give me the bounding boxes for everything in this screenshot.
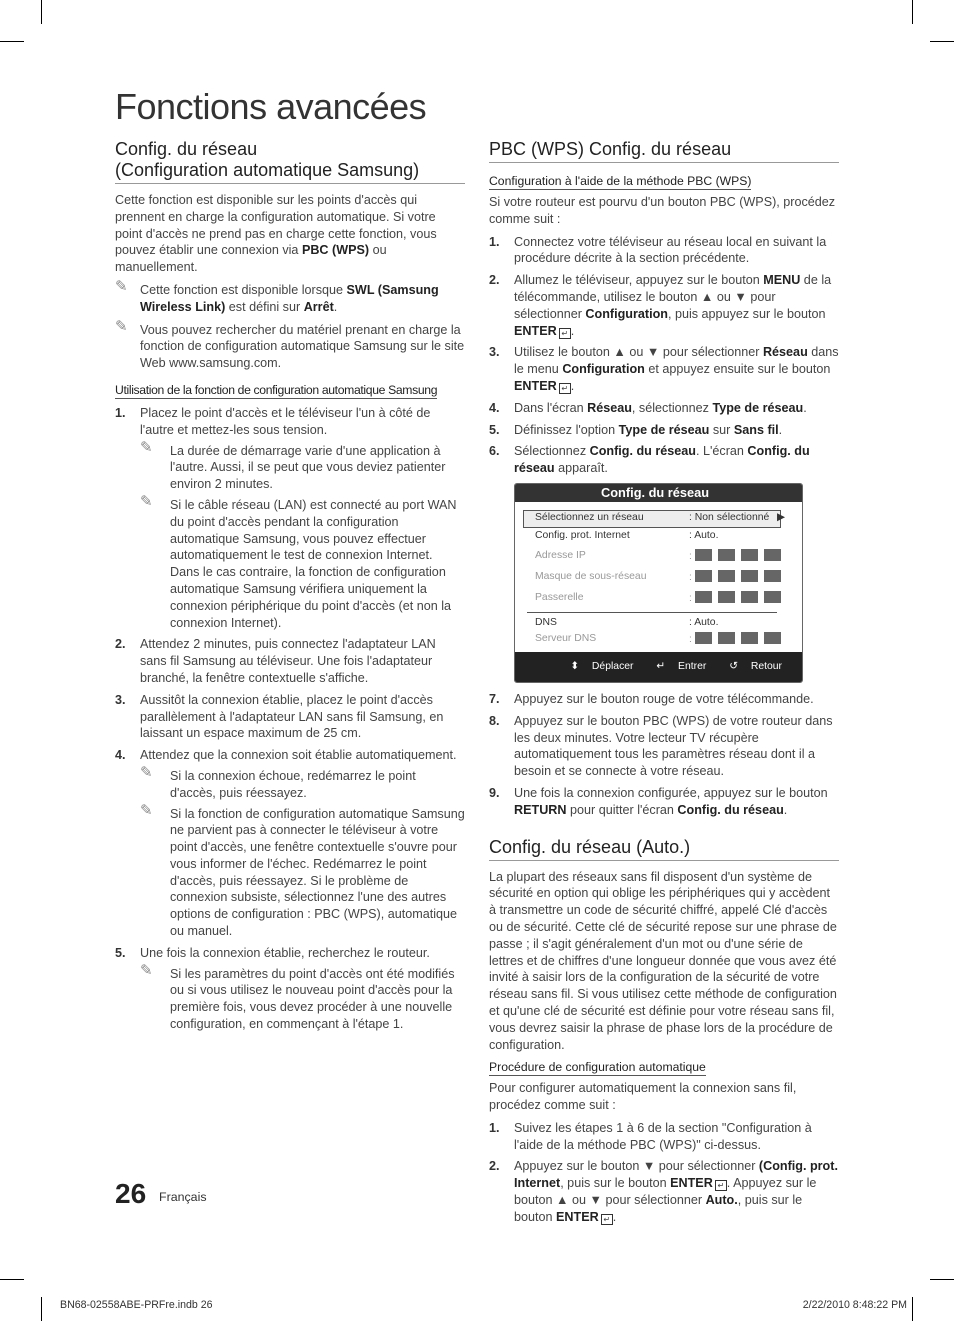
up-down-icon: ⬍	[570, 660, 580, 672]
text: Si le câble réseau (LAN) est connecté au port WAN du point d'accès pendant la configuration automatique Samsung, vous pouvez effectuer automatiquement le test de connexion Internet. Dans le cas contraire, la fonction de configuration automatique Samsung vérifiera uniquement la connexion périphérique du point d'accès (et non la connexion Internet).	[170, 497, 457, 630]
step-number: 4.	[489, 400, 500, 415]
text: , puis sur le bouton	[514, 1193, 803, 1224]
bold-text: Config. du réseau	[514, 444, 810, 476]
text: Une fois la connexion configurée, appuyez sur le bouton	[514, 785, 828, 800]
row-value: : Auto.	[689, 529, 719, 541]
section-heading: PBC (WPS) Config. du réseau	[489, 139, 839, 163]
footer-timestamp: 2/22/2010 8:48:22 PM	[802, 1299, 907, 1311]
bold-text: SWL (Samsung Wireless Link)	[140, 282, 439, 314]
text: Allumez le téléviseur, appuyez sur le bouton	[514, 273, 764, 288]
step-number: 1.	[489, 234, 500, 249]
pencil-icon: ✎	[140, 961, 153, 979]
row-label: Adresse IP	[535, 549, 586, 561]
note	[115, 317, 465, 372]
step-number: 1.	[115, 405, 126, 420]
row-label: DNS	[535, 616, 557, 628]
text: Cette fonction est disponible lorsque	[140, 282, 347, 297]
row-value: : Auto.	[689, 616, 719, 628]
pencil-icon: ✎	[140, 801, 153, 819]
text: .	[570, 323, 575, 338]
step-text: Placez le point d'accès et le téléviseur l'un à côté de l'autre et mettez-les sous tension.	[140, 405, 431, 437]
text: Utilisez le bouton ▲ ou ▼ pour sélectionner	[514, 345, 763, 360]
step	[489, 785, 839, 819]
step-text: Attendez 2 minutes, puis connectez l'adaptateur LAN sans fil Samsung au téléviseur. Une fois l'adaptateur branché, la fenêtre contextuelle s'affiche.	[140, 637, 436, 685]
pencil-icon: ✎	[115, 317, 128, 335]
page-title: Fonctions avancées	[115, 86, 427, 127]
step-text: Une fois la connexion établie, recherchez le routeur.	[140, 945, 430, 960]
page-number: 26	[115, 1178, 147, 1209]
text: Si la connexion échoue, redémarrez le point d'accès, puis réessayez.	[170, 768, 416, 800]
text: . Appuyez sur le bouton ▲ ou ▼ pour sélectionner	[514, 1176, 817, 1208]
bold-text: Réseau	[762, 345, 808, 360]
enter-icon: ↵	[656, 660, 666, 672]
text: .	[612, 1209, 617, 1224]
step	[489, 234, 839, 268]
text: Vous pouvez rechercher du matériel prenant en charge la fonction de configuration automatique Samsung sur le site Web www.samsung.com.	[140, 322, 465, 371]
step-number: 7.	[489, 691, 500, 706]
bold-text: Auto.	[705, 1193, 738, 1208]
step	[115, 747, 465, 940]
row-label: Masque de sous-réseau	[535, 570, 647, 582]
text: apparaît.	[554, 461, 608, 476]
step-number: 4.	[115, 748, 126, 763]
enter-icon: ↵	[559, 383, 571, 394]
bold-text: Type de réseau	[712, 400, 804, 415]
text: Définissez l'option	[514, 422, 619, 437]
pencil-icon: ✎	[140, 763, 153, 781]
bold-text: Arrêt	[303, 299, 334, 314]
step	[115, 636, 465, 686]
row-value: :	[689, 549, 787, 564]
step	[489, 1120, 839, 1154]
bold-text: Config. du réseau	[589, 444, 696, 459]
bold-text: Réseau	[587, 400, 632, 415]
enter-icon: ↵	[715, 1180, 727, 1191]
bold-text: ENTER	[514, 323, 557, 338]
bold-text: Config. du réseau	[677, 802, 784, 817]
enter-icon: ↵	[601, 1214, 613, 1225]
step	[115, 405, 465, 631]
step-number: 8.	[489, 713, 500, 728]
intro-paragraph: Si votre routeur est pourvu d'un bouton PBC (WPS), procédez comme suit :	[489, 195, 836, 226]
row-value: :	[689, 632, 787, 647]
bold-text: Configuration	[562, 362, 645, 377]
row-value: :	[689, 591, 787, 606]
step-list	[489, 1120, 839, 1226]
step	[489, 1158, 839, 1225]
nav-back: ↺ Retour	[729, 660, 782, 672]
bold-text: PBC (WPS)	[301, 243, 370, 258]
bold-text: Sans fil	[733, 422, 779, 437]
network-settings-screen	[514, 483, 803, 683]
bold-text: RETURN	[514, 802, 567, 817]
text: pour quitter l'écran	[566, 802, 678, 817]
nav-enter: ↵ Entrer	[656, 660, 707, 672]
bold-text: Type de réseau	[618, 422, 710, 437]
heading-line-2: (Configuration automatique Samsung)	[115, 160, 420, 180]
note	[140, 492, 465, 631]
bold-text: ENTER	[670, 1176, 713, 1191]
step-text: Connectez votre téléviseur au réseau local en suivant la procédure décrite à la section précédente.	[514, 234, 827, 266]
paragraph: Pour configurer automatiquement la connexion sans fil, procédez comme suit :	[489, 1081, 797, 1113]
step-list	[115, 405, 465, 1033]
text: est défini sur	[225, 299, 304, 314]
step-number: 2.	[489, 273, 500, 288]
step-number: 9.	[489, 785, 500, 800]
enter-icon: ↵	[559, 328, 571, 339]
step-text: Appuyez sur le bouton rouge de votre télécommande.	[514, 691, 814, 706]
step-number: 2.	[489, 1159, 500, 1174]
step-number: 6.	[489, 444, 500, 459]
arrow-right-icon: ▶	[777, 511, 785, 523]
nav-bar	[515, 652, 802, 682]
bold-text: MENU	[763, 273, 801, 288]
step-text: Attendez que la connexion soit établie automatiquement.	[140, 748, 457, 763]
step	[489, 443, 839, 477]
section-heading: Config. du réseau (Auto.)	[489, 837, 839, 861]
text: , sélectionnez	[631, 400, 713, 415]
step-text: Appuyez sur le bouton PBC (WPS) de votre routeur dans les deux minutes. Votre lecteur TV récupère automatiquement tous les paramètres réseau dont il a besoin et se connecte à votre réseau.	[514, 713, 833, 779]
note	[140, 961, 465, 1033]
text: dans le menu	[514, 345, 839, 377]
row-label: Sélectionnez un réseau	[535, 511, 644, 523]
text: Dans l'écran	[514, 400, 588, 415]
note	[140, 801, 465, 940]
left-column	[115, 139, 465, 1033]
divider	[527, 612, 777, 613]
text: .	[803, 400, 807, 415]
text: .	[333, 299, 338, 314]
step	[489, 400, 839, 417]
paragraph: La plupart des réseaux sans fil disposent d'un système de sécurité en option qui oblige les périphériques qui y accèdent à transmettre un code de sécurité chiffré, appelé Clé d'accès ou de sécurité. Cette clé de sécurité repose sur une phrase de passe ; il s'agit généralement d'un mot ou d'une série de lettres et de chiffres d'une longueur donnée que vous avez été invité à saisir lors de la configuration de la sécurité de votre réseau sans fil. Si vous utilisez cette méthode de configuration et qu'une clé de sécurité est définie pour votre réseau sans fil, vous devrez saisir la phrase de phase lors de la procédure de configuration.	[489, 869, 837, 1052]
text: Cette fonction est disponible sur les points d'accès qui prennent en charge la configuration automatique. Si votre point d'accès ne prend pas en charge cette fonction, vous pouvez établir une connexion via	[115, 193, 437, 258]
bold-text: ENTER	[514, 378, 557, 393]
pencil-icon: ✎	[115, 277, 128, 295]
subheading: Procédure de configuration automatique	[489, 1060, 706, 1075]
pencil-icon: ✎	[140, 438, 153, 456]
text: Si les paramètres du point d'accès ont été modifiés ou si vous utilisez le nouveau point d'accès pour la première fois, vous devez procéder à une nouvelle configuration, en commençant à l'étape 1.	[170, 966, 455, 1032]
text: ou manuellement.	[115, 243, 387, 275]
row-value: : Non sélectionné	[689, 511, 770, 523]
step-text: Aussitôt la connexion établie, placez le point d'accès parallèlement à l'adaptateur LAN sans fil Samsung, en laissant un espace maximum de 25 cm.	[140, 692, 444, 741]
note	[140, 763, 465, 802]
subheading: Utilisation de la fonction de configuration automatique Samsung	[115, 382, 438, 397]
pencil-icon: ✎	[140, 492, 153, 510]
step	[115, 945, 465, 1033]
text: .	[783, 802, 788, 817]
text: de la télécommande, utilisez le bouton ▲ ou ▼ pour sélectionner	[514, 273, 832, 321]
step	[489, 713, 839, 780]
step	[115, 692, 465, 742]
text: Sélectionnez	[514, 444, 590, 459]
step	[489, 422, 839, 439]
text: , puis sur le bouton	[560, 1176, 671, 1191]
text: sur	[709, 422, 734, 437]
step-number: 2.	[115, 637, 126, 652]
step-number: 3.	[115, 692, 126, 707]
step-number: 5.	[115, 945, 126, 960]
text: Si la fonction de configuration automatique Samsung ne parvient pas à connecter le téléviseur à votre point d'accès, une fenêtre contextuelle s'ouvre pour vous informer de l'échec. Redémarrez le point d'accès, puis réessayez. Si le problème de connexion subsiste, sélectionnez l'une des autres options de configuration : PBC (WPS), automatique ou manuel.	[170, 806, 465, 939]
nav-move: ⬍ Déplacer	[570, 660, 634, 672]
step-list	[489, 234, 839, 477]
text: .	[778, 422, 783, 437]
step-number: 5.	[489, 422, 500, 437]
heading-line-1: Config. du réseau	[115, 139, 258, 159]
text: et appuyez ensuite sur le bouton	[644, 362, 831, 377]
intro-paragraph	[115, 192, 465, 276]
step-list	[489, 691, 839, 819]
language-label: Français	[159, 1190, 207, 1204]
row-label: Passerelle	[535, 591, 584, 603]
screen-title: Config. du réseau	[515, 484, 802, 502]
note	[115, 277, 465, 316]
step-number: 1.	[489, 1120, 500, 1135]
step	[489, 272, 839, 339]
text: , puis appuyez sur le bouton	[667, 306, 826, 321]
return-icon: ↺	[729, 660, 738, 672]
row-label: Serveur DNS	[535, 632, 597, 644]
bold-text: Configuration	[585, 306, 668, 321]
bold-text: (Config. prot. Internet	[514, 1159, 838, 1191]
text: La durée de démarrage varie d'une application à l'autre. Aussi, il se peut que vous deviez patienter environ 2 minutes.	[170, 443, 446, 492]
text: Appuyez sur le bouton ▼ pour sélectionner	[514, 1159, 759, 1174]
step-number: 3.	[489, 345, 500, 360]
text: .	[570, 378, 575, 393]
note	[140, 438, 465, 493]
step	[489, 344, 839, 394]
subheading: Configuration à l'aide de la méthode PBC (WPS)	[489, 174, 752, 188]
right-column	[489, 139, 839, 1226]
row-value: :	[689, 570, 787, 585]
section-heading	[115, 139, 465, 184]
step-text: Suivez les étapes 1 à 6 de la section "Configuration à l'aide de la méthode PBC (WPS)" ci-dessus.	[514, 1120, 812, 1152]
row-label: Config. prot. Internet	[535, 529, 630, 541]
step	[489, 691, 839, 708]
bold-text: ENTER	[556, 1209, 599, 1224]
footer-filename: BN68-02558ABE-PRFre.indb 26	[60, 1299, 213, 1311]
text: . L'écran	[695, 444, 748, 459]
